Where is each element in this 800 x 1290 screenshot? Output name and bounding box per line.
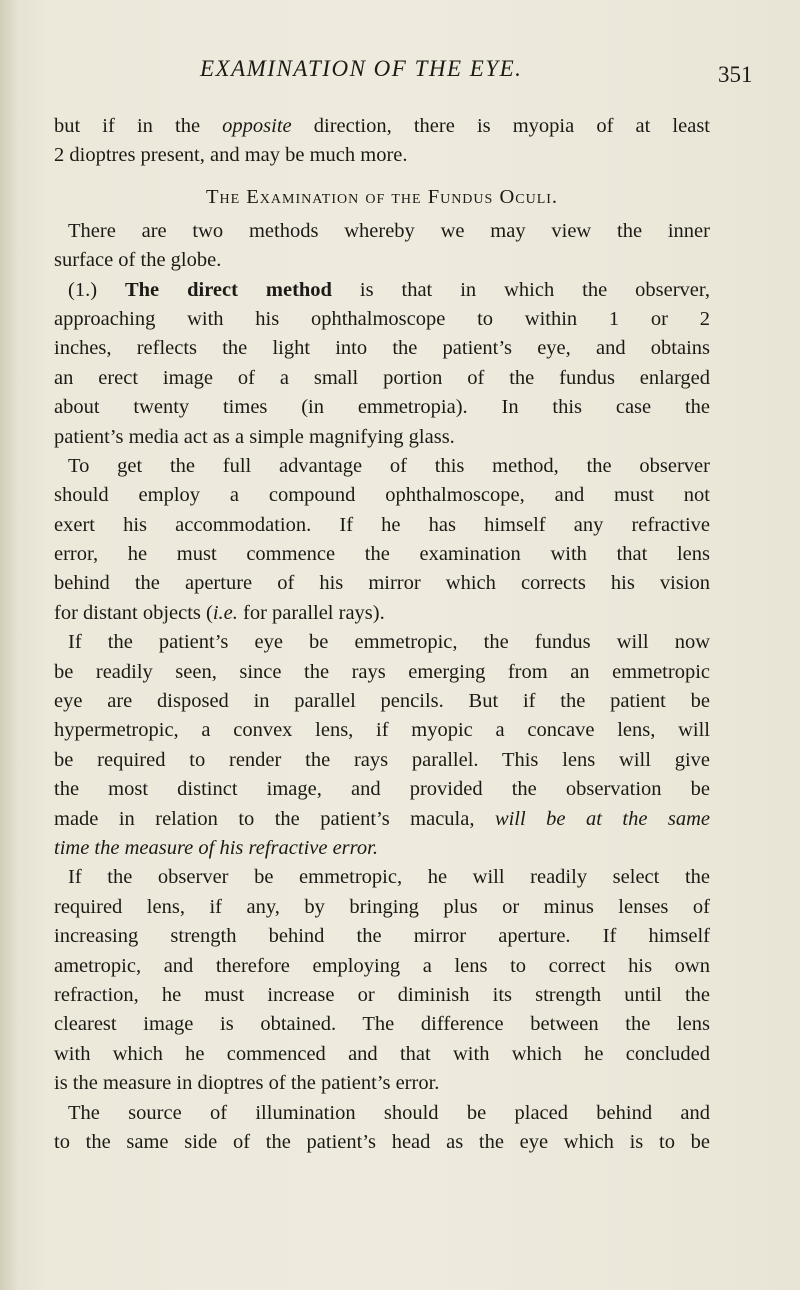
text-line: The source of illumination should be placed behind and: [68, 1101, 710, 1124]
text-line: be readily seen, since the rays emerging from an emmetropic: [54, 660, 710, 683]
text-line: [54, 599, 710, 628]
text-line: about twenty times (in emmetropia). In this case the: [54, 396, 710, 419]
term-direct-method: The direct method: [124, 278, 332, 301]
text-line: with which he commenced and that with which he concluded: [54, 1042, 710, 1065]
text-line: ametropic, and therefore employing a lens to correct his own: [54, 954, 710, 977]
page-header: [0, 50, 800, 90]
text-line: To get the full advantage of this method, the observer: [68, 454, 710, 477]
text-line: should employ a compound ophthalmoscope, and must not: [54, 484, 710, 507]
text-line: 2 dioptres present, and may be much more.: [54, 144, 408, 167]
page-number: 351: [718, 62, 753, 87]
text-fragment: for parallel rays).: [237, 601, 385, 624]
text-line: inches, reflects the light into the patient’s eye, and obtains: [54, 337, 710, 360]
text-line: be required to render the rays parallel. This lens will give: [54, 748, 710, 771]
text-line: an erect image of a small portion of the fundus enlarged: [54, 366, 710, 389]
text-line: behind the aperture of his mirror which corrects his vision: [54, 572, 710, 595]
page-edge-shadow: [0, 0, 18, 1290]
emphasis-ie: i.e.: [212, 601, 238, 624]
emphasis-text: will be at the same: [494, 807, 711, 830]
text-line: surface of the globe.: [54, 249, 222, 272]
text-line: the most distinct image, and provided the observation be: [54, 778, 710, 801]
text-line: required lens, if any, by bringing plus or minus lenses of: [54, 895, 710, 918]
text-line: approaching with his ophthalmoscope to within 1 or 2: [54, 307, 710, 330]
emphasis-text: time the measure of his refractive error.: [54, 836, 378, 859]
text-line: exert his accommodation. If he has himself any refractive: [54, 513, 710, 536]
text-line: [54, 805, 710, 834]
paragraph-number: (1.): [68, 278, 125, 301]
text-fragment: is that in which the observer,: [331, 278, 711, 301]
text-line: [54, 834, 710, 863]
text-line: hypermetropic, a convex lens, if myopic a concave lens, will: [54, 719, 710, 742]
text-line: eye are disposed in parallel pencils. But if the patient be: [54, 690, 710, 713]
emphasis-opposite: opposite: [222, 115, 292, 137]
text-line: refraction, he must increase or diminish its strength until the: [54, 983, 710, 1006]
text-line: If the observer be emmetropic, he will readily select the: [68, 866, 710, 889]
text-fragment: made in relation to the patient’s macula,: [54, 807, 495, 830]
text-line: but if in the opposite direction, there is myopia of at least: [54, 115, 710, 137]
text-line: patient’s media act as a simple magnifying glass.: [54, 425, 455, 448]
page-body: [54, 112, 710, 1157]
text-line: to the same side of the patient’s head as the eye which is to be: [54, 1130, 710, 1153]
text-fragment: for distant objects (: [54, 601, 213, 624]
text-line: [54, 276, 710, 305]
text-line: clearest image is obtained. The difference between the lens: [54, 1013, 710, 1036]
text-line: If the patient’s eye be emmetropic, the fundus will now: [68, 631, 710, 654]
text-line: increasing strength behind the mirror aperture. If himself: [54, 925, 710, 948]
text-line: is the measure in dioptres of the patient’s error.: [54, 1072, 440, 1095]
running-head: EXAMINATION OF THE EYE.: [200, 56, 523, 81]
text-line: error, he must commence the examination with that lens: [54, 543, 710, 566]
section-heading: The Examination of the Fundus Oculi.: [205, 185, 559, 208]
text-line: There are two methods whereby we may view the inner: [68, 219, 710, 242]
